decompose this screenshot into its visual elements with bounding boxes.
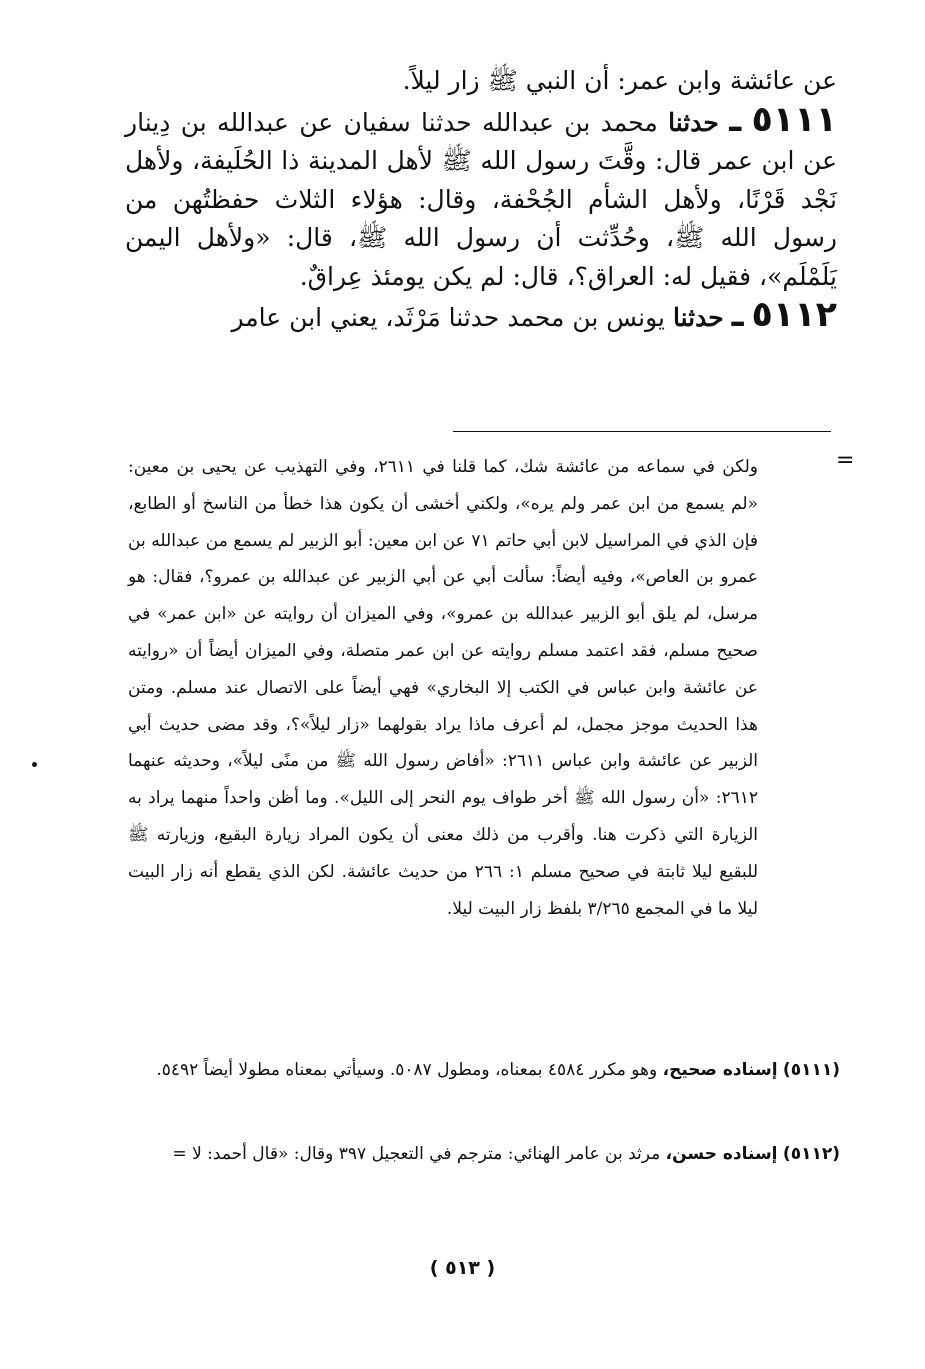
footnote-ref: (٥١١١) [782,1060,840,1080]
main-text [125,62,837,338]
hadith-keyword: حدثنا [672,303,724,332]
footnote-continuation: ولكن في سماعه من عائشة شك، كما قلنا في ٢٦١١، وفي التهذيب عن يحيى بن معين: «لم يسمع من ابن عمر ولم يره»، ولكني أخشى أن يكون هذا خطأ من الناسخ أو الطابع، فإن الذي في المراسيل لابن أبي حاتم ٧١ عن ابن معين: أبو الزبير لم يسمع من عبدالله بن عمرو بن العاص»، وفيه أيضاً: سألت أبي عن أبي الزبير عن عبدالله بن عمرو؟، فقال: هو مرسل، لم يلق أبو الزبير عبدالله بن عمرو»، وفي الميزان أن روايته عن «ابن عمر» في صحيح مسلم، فقد اعتمد مسلم روايته عن ابن عمر متصلة، وفي الميزان أيضاً أن «روايته عن عائشة وابن عباس في الكتب إلا البخاري» فهي أيضاً على الاتصال عند مسلم. ومتن هذا الحديث موجز مجمل، لم أعرف ماذا يراد بقولهما «زار ليلاً»؟، وقد مضى حديث أبي الزبير عن عائشة وابن عباس ٢٦١١: «أفاض رسول الله ﷺ من منًى ليلاً»، وحديثه عنهما ٢٦١٢: «أن رسول الله ﷺ أخر طواف يوم النحر إلى الليل». وما أظن واحداً منهما يراد به الزيارة التي ذكرت هنا. وأقرب من ذلك معنى أن يكون المراد زيارة البقيع، وزيارته ﷺ للبقيع ليلا ثابتة في صحيح مسلم ١: ٢٦٦ من حديث عائشة. لكن الذي يقطع أنه زار البيت ليلا ما في المجمع ٣/٢٦٥ بلفظ زار البيت ليلا. [128,457,759,919]
continuation-mark: = [172,1144,187,1164]
page-number: ( ٥١٣ ) [429,1257,496,1279]
footnote-5111 [128,1052,840,1088]
hadith-text: محمد بن عبدالله حدثنا سفيان عن عبدالله بن دِينار عن ابن عمر قال: وقَّتَ رسول الله ﷺ لأهل المدينة ذا الحُلَيفة، ولأهل نَجْد قَرْنًا، ولأهل الشأم الجُحْفة، وقال: هؤلاء الثلاث حفظتُهن من رسول الله ﷺ، وحُدِّثت أن رسول الله ﷺ، قال: «ولأهل اليمن يَلَمْلَم»، فقيل له: العراق؟، قال: لم يكن يومئذ عِراقٌ. [125,107,837,291]
hadith-dash: ـ [731,295,744,335]
footnote-5112 [128,1136,840,1172]
footnote-label: إسناده صحيح، [662,1060,778,1080]
continuation-mark: = [836,448,855,473]
footnote-separator [453,431,831,432]
intro-line: عن عائشة وابن عمر: أن النبي ﷺ زار ليلاً. [402,66,837,95]
footnote-text: وهو مكرر ٤٥٨٤ بمعناه، ومطول ٥٠٨٧. وسيأتي بمعناه مطولا أيضاً ٥٤٩٢. [156,1060,658,1080]
hadith-5111 [125,101,837,297]
margin-dot [32,762,37,767]
hadith-dash: ـ [729,99,742,140]
hadith-keyword: حدثنا [668,107,719,137]
footnote-label: إسناده حسن، [665,1144,778,1164]
hadith-number: ٥١١١ [751,99,837,140]
hadith-text: يونس بن محمد حدثنا مَرْثَد، يعني ابن عامر [231,303,666,332]
hadith-5112 [125,296,837,338]
footnote-text: مرثد بن عامر الهنائي: مترجم في التعجيل ٣٩٧ وقال: «قال أحمد: لا [192,1144,661,1164]
hadith-number: ٥١١٢ [751,295,837,335]
footnote-ref: (٥١١٢) [782,1144,840,1164]
